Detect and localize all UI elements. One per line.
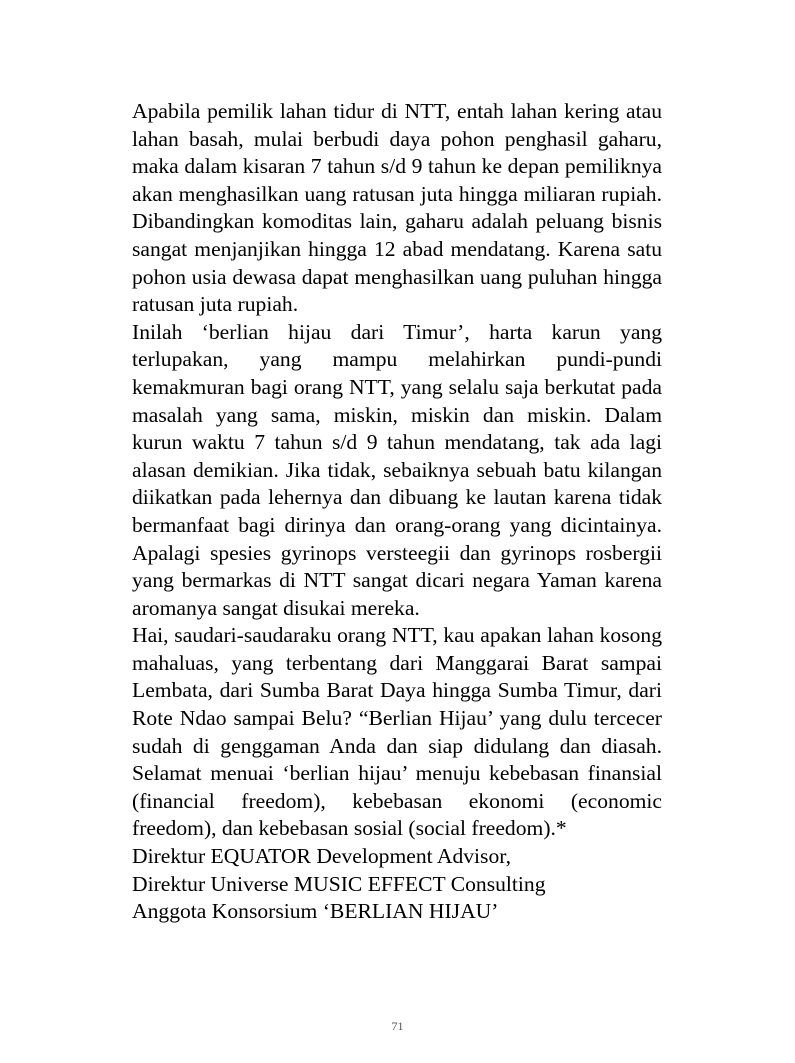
signature-line-universe: Direktur Universe MUSIC EFFECT Consulting	[132, 871, 546, 896]
page-number: 71	[391, 1019, 404, 1033]
paragraph-gaharu-opportunity: Apabila pemilik lahan tidur di NTT, entah lahan kering atau lahan basah, mulai berbudi daya pohon penghasil gaharu, maka dalam kisaran 7 tahun s/d 9 tahun ke depan pemiliknya akan menghasilkan uang ratusan juta hingga miliaran rupiah. Dibandingkan komoditas lain, gaharu adalah peluang bisnis sangat menjanjikan hingga 12 abad mendatang. Karena satu pohon usia dewasa dapat menghasilkan uang puluhan hingga ratusan juta rupiah.	[132, 99, 662, 317]
signature-line-konsorsium: Anggota Konsorsium ‘BERLIAN HIJAU’	[132, 899, 499, 924]
paragraph-berlian-hijau: Inilah ‘berlian hijau dari Timur’, harta karun yang terlupakan, yang mampu melahirkan pundi-pundi kemakmuran bagi orang NTT, yang selalu saja berkutat pada masalah yang sama, miskin, miskin dan miskin. Dalam kurun waktu 7 tahun s/d 9 tahun mendatang, tak ada lagi alasan demikian. Jika tidak, sebaiknya sebuah batu kilangan diikatkan pada lehernya dan dibuang ke lautan karena tidak bermanfaat bagi dirinya dan orang-orang yang dicintainya. Apalagi spesies gyrinops versteegii dan gyrinops rosbergii yang bermarkas di NTT sangat dicari negara Yaman karena aromanya sangat disukai mereka.	[132, 319, 662, 620]
signature-line-equator: Direktur EQUATOR Development Advisor,	[132, 844, 511, 869]
signature-block	[132, 843, 662, 926]
document-body	[132, 98, 662, 926]
paragraph-call-to-action: Hai, saudari-saudaraku orang NTT, kau apakan lahan kosong mahaluas, yang terbentang dari Manggarai Barat sampai Lembata, dari Sumba Barat Daya hingga Sumba Timur, dari Rote Ndao sampai Belu? “Berlian Hijau’ yang dulu tercecer sudah di genggaman Anda dan siap didulang dan diasah. Selamat menuai ‘berlian hijau’ menuju kebebasan finansial (financial freedom), kebebasan ekonomi (economic freedom), dan kebebasan sosial (social freedom).*	[132, 623, 662, 841]
